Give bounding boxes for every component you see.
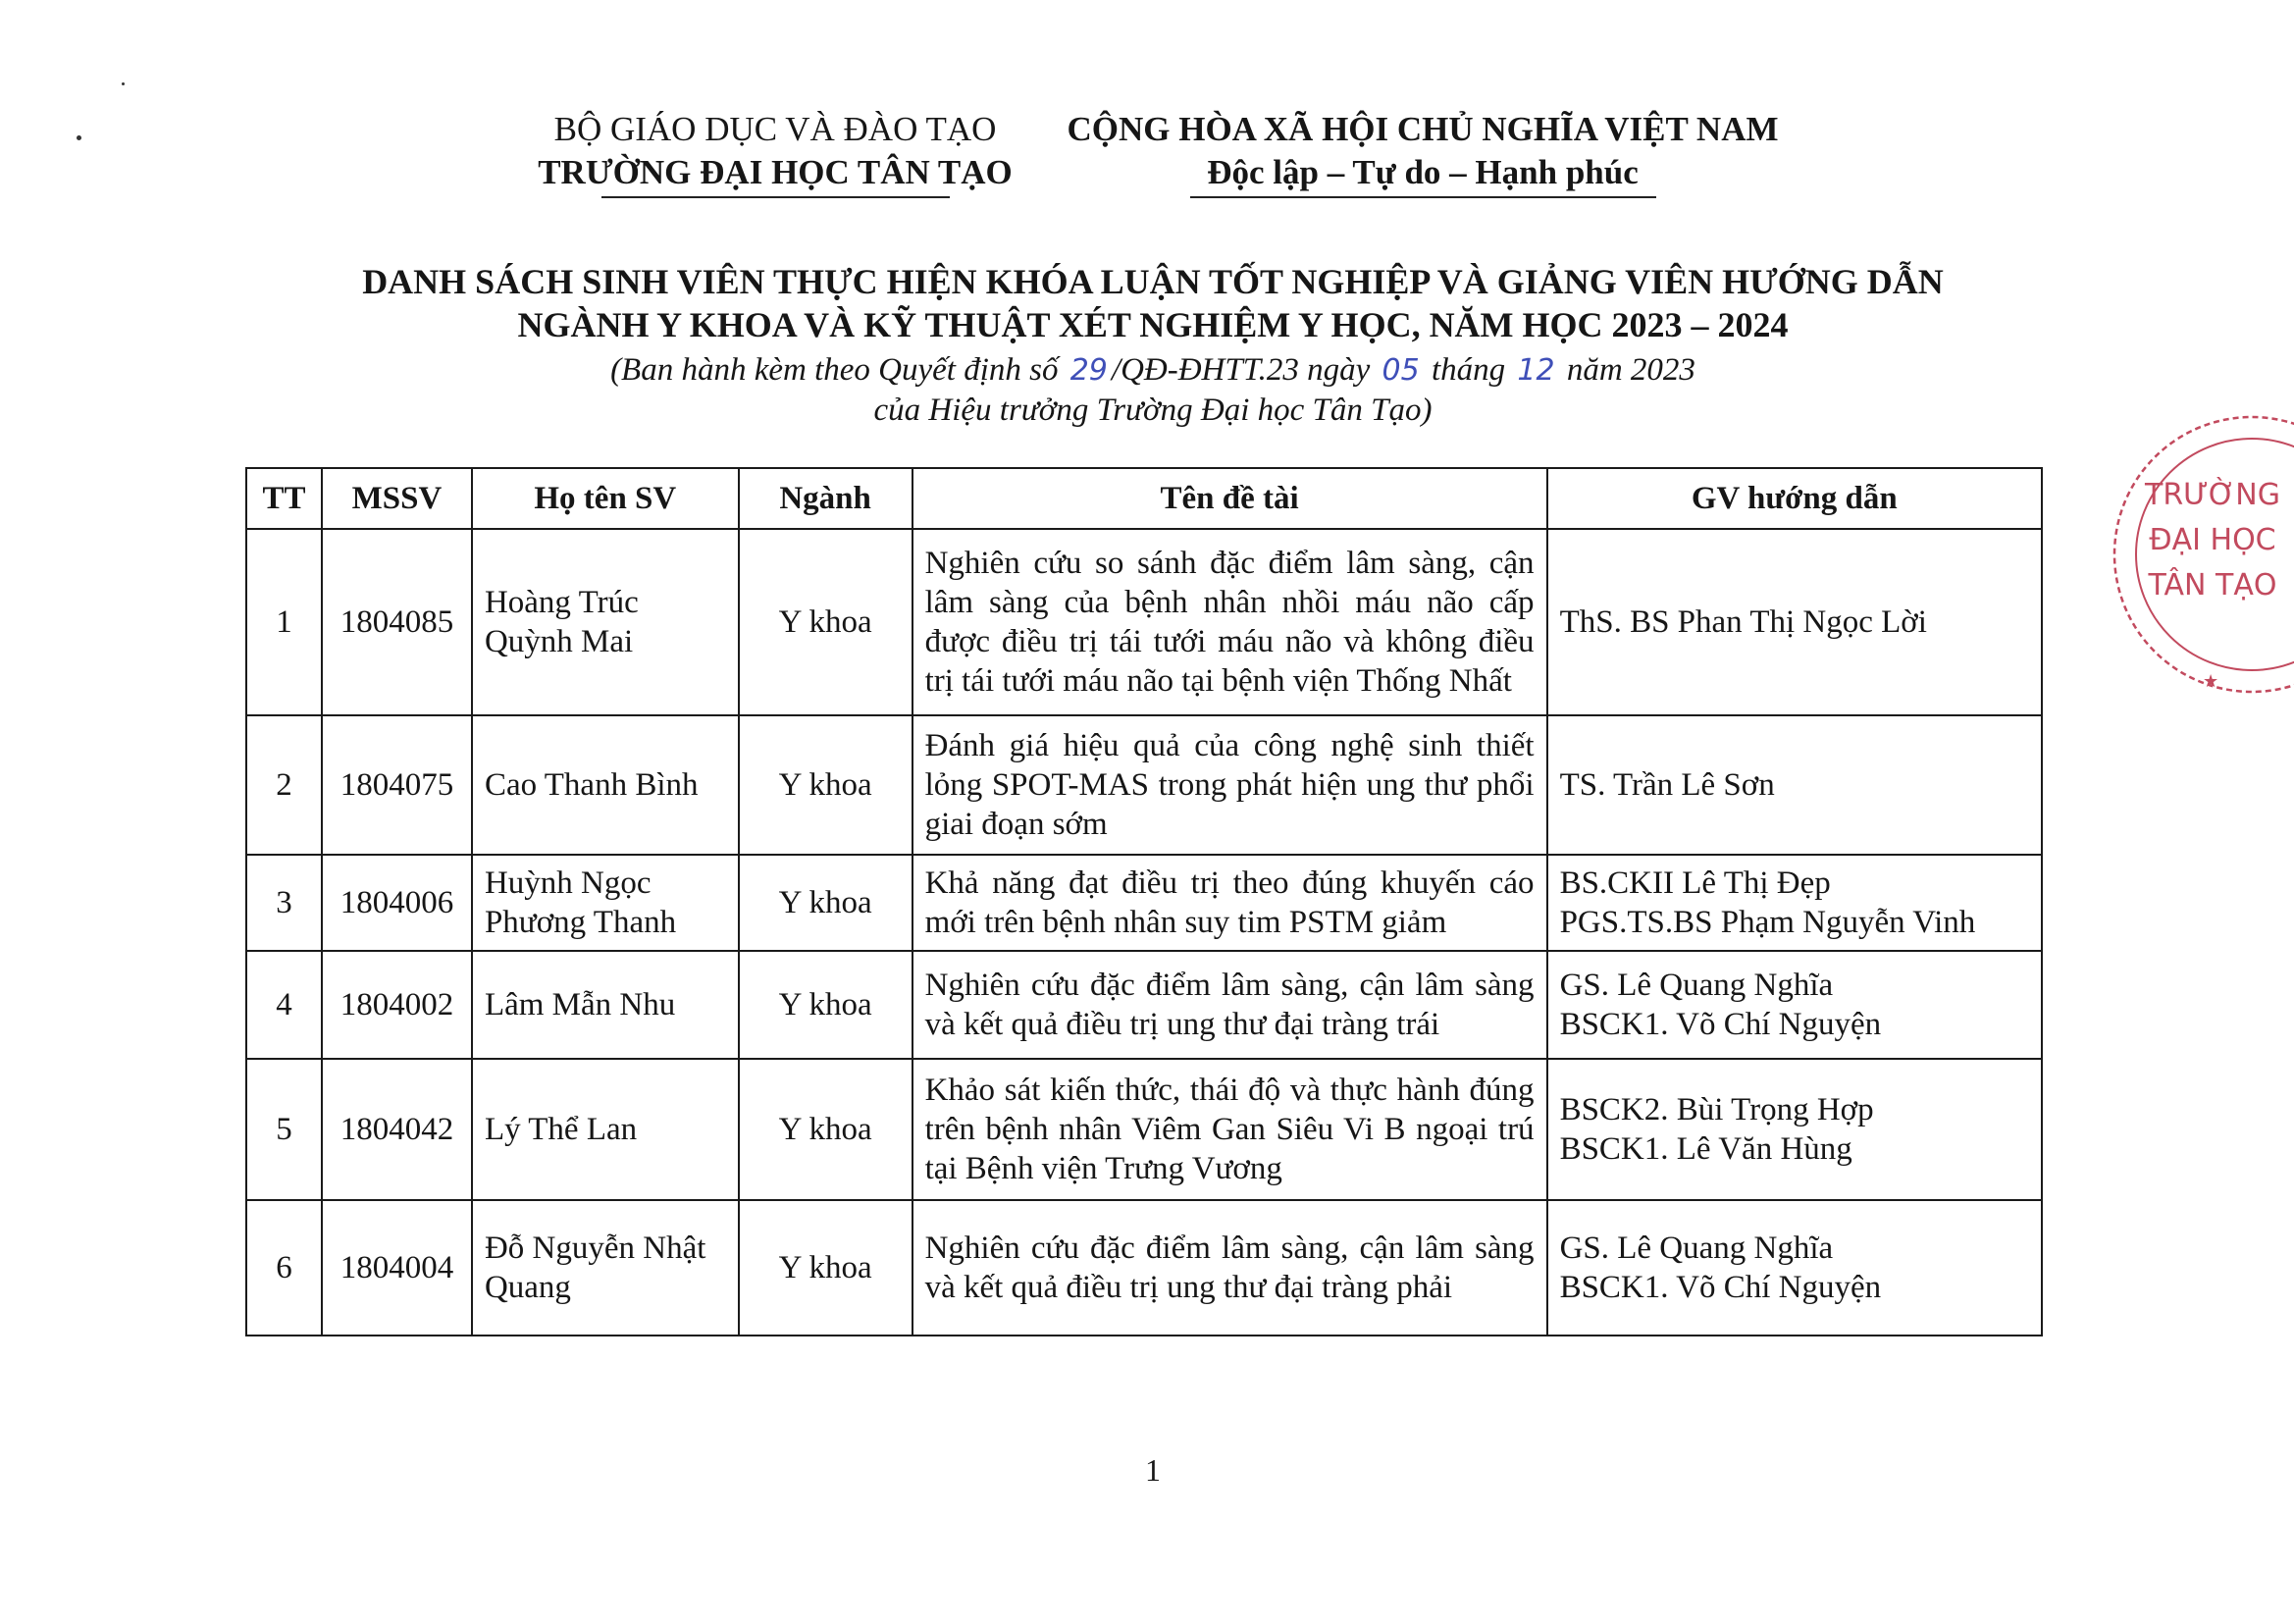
row-tt: 4 — [246, 951, 322, 1059]
subtitle-line1 — [196, 350, 2110, 391]
header-right-underline — [1190, 196, 1656, 198]
row-topic: Nghiên cứu đặc điểm lâm sàng, cận lâm sàng và kết quả điều trị ung thư đại tràng trái — [912, 951, 1547, 1059]
seal-line-3: TÂN TẠO — [2148, 568, 2277, 602]
header-major: Ngành — [739, 468, 912, 529]
header-student-name: Họ tên SV — [472, 468, 739, 529]
row-mssv: 1804085 — [322, 529, 472, 715]
header-national-block — [1050, 108, 1796, 198]
row-topic: Nghiên cứu so sánh đặc điểm lâm sàng, cận lâm sàng của bệnh nhân nhồi máu não cấp được điều trị tái tưới máu não và không điều trị tái tưới máu não tại bệnh viện Thống Nhất — [912, 529, 1547, 715]
subtitle-text-2: /QĐ-ĐHTT.23 ngày — [1111, 352, 1371, 388]
row-mssv: 1804042 — [322, 1059, 472, 1200]
row-student-name: Cao Thanh Bình — [472, 715, 739, 855]
seal-text — [2129, 473, 2294, 608]
row-topic: Nghiên cứu đặc điểm lâm sàng, cận lâm sàng và kết quả điều trị ung thư đại tràng phải — [912, 1200, 1547, 1336]
handwritten-day: 05 — [1382, 353, 1420, 388]
scan-speck — [77, 135, 81, 140]
row-topic: Khảo sát kiến thức, thái độ và thực hành đúng trên bệnh nhân Viêm Gan Siêu Vi B ngoại trú tại Bệnh viện Trưng Vương — [912, 1059, 1547, 1200]
row-advisor — [1547, 1059, 2042, 1200]
page-number: 1 — [1145, 1452, 1161, 1488]
document-title-line2: NGÀNH Y KHOA VÀ KỸ THUẬT XÉT NGHIỆM Y HỌC, NĂM HỌC 2023 – 2024 — [517, 305, 1789, 344]
row-student-name: Lâm Mẫn Nhu — [472, 951, 739, 1059]
row-major: Y khoa — [739, 855, 912, 951]
handwritten-month: 12 — [1517, 353, 1555, 388]
document-subtitle — [196, 350, 2110, 430]
advisor-secondary: BSCK1. Lê Văn Hùng — [1559, 1131, 1852, 1167]
scan-speck — [122, 82, 125, 85]
handwritten-decision-number: 29 — [1069, 353, 1108, 388]
row-topic: Khả năng đạt điều trị theo đúng khuyến cáo mới trên bệnh nhân suy tim PSTM giảm — [912, 855, 1547, 951]
row-mssv: 1804004 — [322, 1200, 472, 1336]
row-major: Y khoa — [739, 1200, 912, 1336]
row-mssv: 1804006 — [322, 855, 472, 951]
table-row — [246, 1059, 2042, 1200]
row-major: Y khoa — [739, 715, 912, 855]
row-major: Y khoa — [739, 951, 912, 1059]
university-seal — [2110, 402, 2294, 697]
row-advisor — [1547, 951, 2042, 1059]
row-tt: 1 — [246, 529, 322, 715]
header-tt: TT — [246, 468, 322, 529]
table-header-row — [246, 468, 2042, 529]
row-advisor — [1547, 1200, 2042, 1336]
advisor-secondary: PGS.TS.BS Phạm Nguyễn Vinh — [1559, 905, 1976, 940]
row-student-name: Hoàng Trúc Quỳnh Mai — [472, 529, 739, 715]
row-major: Y khoa — [739, 1059, 912, 1200]
svg-text:★: ★ — [2203, 671, 2219, 692]
advisor-secondary: BSCK1. Võ Chí Nguyện — [1559, 1270, 1882, 1305]
row-advisor — [1547, 855, 2042, 951]
header-mssv: MSSV — [322, 468, 472, 529]
seal-line-2: ĐẠI HỌC — [2149, 523, 2276, 557]
document-title — [196, 260, 2110, 346]
row-major: Y khoa — [739, 529, 912, 715]
university-name: TRƯỜNG ĐẠI HỌC TÂN TẠO — [538, 153, 1013, 191]
header-ministry-block — [530, 108, 1020, 198]
row-student-name: Lý Thể Lan — [472, 1059, 739, 1200]
row-tt: 3 — [246, 855, 322, 951]
advisor-primary: GS. Lê Quang Nghĩa — [1559, 1231, 1834, 1266]
subtitle-text-3: tháng — [1431, 352, 1506, 388]
subtitle-text-4: năm 2023 — [1566, 352, 1695, 388]
table-row — [246, 951, 2042, 1059]
row-student-name: Huỳnh Ngọc Phương Thanh — [472, 855, 739, 951]
table-row — [246, 855, 2042, 951]
table-row — [246, 529, 2042, 715]
row-topic: Đánh giá hiệu quả của công nghệ sinh thiết lỏng SPOT-MAS trong phát hiện ung thư phổi giai đoạn sớm — [912, 715, 1547, 855]
header-topic: Tên đề tài — [912, 468, 1547, 529]
advisor-secondary: BSCK1. Võ Chí Nguyện — [1559, 1007, 1882, 1042]
seal-line-1: TRƯỜNG — [2145, 478, 2280, 512]
advisor-primary: ThS. BS Phan Thị Ngọc Lời — [1559, 604, 1927, 640]
row-tt: 2 — [246, 715, 322, 855]
national-motto: Độc lập – Tự do – Hạnh phúc — [1207, 153, 1639, 191]
national-title: CỘNG HÒA XÃ HỘI CHỦ NGHĨA VIỆT NAM — [1067, 110, 1779, 148]
ministry-name: BỘ GIÁO DỤC VÀ ĐÀO TẠO — [553, 110, 997, 148]
row-tt: 6 — [246, 1200, 322, 1336]
advisor-primary: BS.CKII Lê Thị Đẹp — [1559, 865, 1831, 901]
subtitle-text-1: (Ban hành kèm theo Quyết định số — [610, 352, 1059, 388]
table-row — [246, 715, 2042, 855]
table-row — [246, 1200, 2042, 1336]
header-advisor: GV hướng dẫn — [1547, 468, 2042, 529]
header-left-underline — [601, 196, 950, 198]
row-advisor — [1547, 715, 2042, 855]
row-mssv: 1804075 — [322, 715, 472, 855]
row-student-name: Đỗ Nguyễn Nhật Quang — [472, 1200, 739, 1336]
subtitle-line2: của Hiệu trưởng Trường Đại học Tân Tạo) — [873, 393, 1433, 428]
row-advisor — [1547, 529, 2042, 715]
row-mssv: 1804002 — [322, 951, 472, 1059]
document-title-line1: DANH SÁCH SINH VIÊN THỰC HIỆN KHÓA LUẬN TỐT NGHIỆP VÀ GIẢNG VIÊN HƯỚNG DẪN — [362, 262, 1944, 301]
student-thesis-table — [245, 467, 2043, 1336]
advisor-primary: TS. Trần Lê Sơn — [1559, 767, 1775, 803]
advisor-primary: GS. Lê Quang Nghĩa — [1559, 968, 1834, 1003]
advisor-primary: BSCK2. Bùi Trọng Hợp — [1559, 1092, 1874, 1127]
row-tt: 5 — [246, 1059, 322, 1200]
